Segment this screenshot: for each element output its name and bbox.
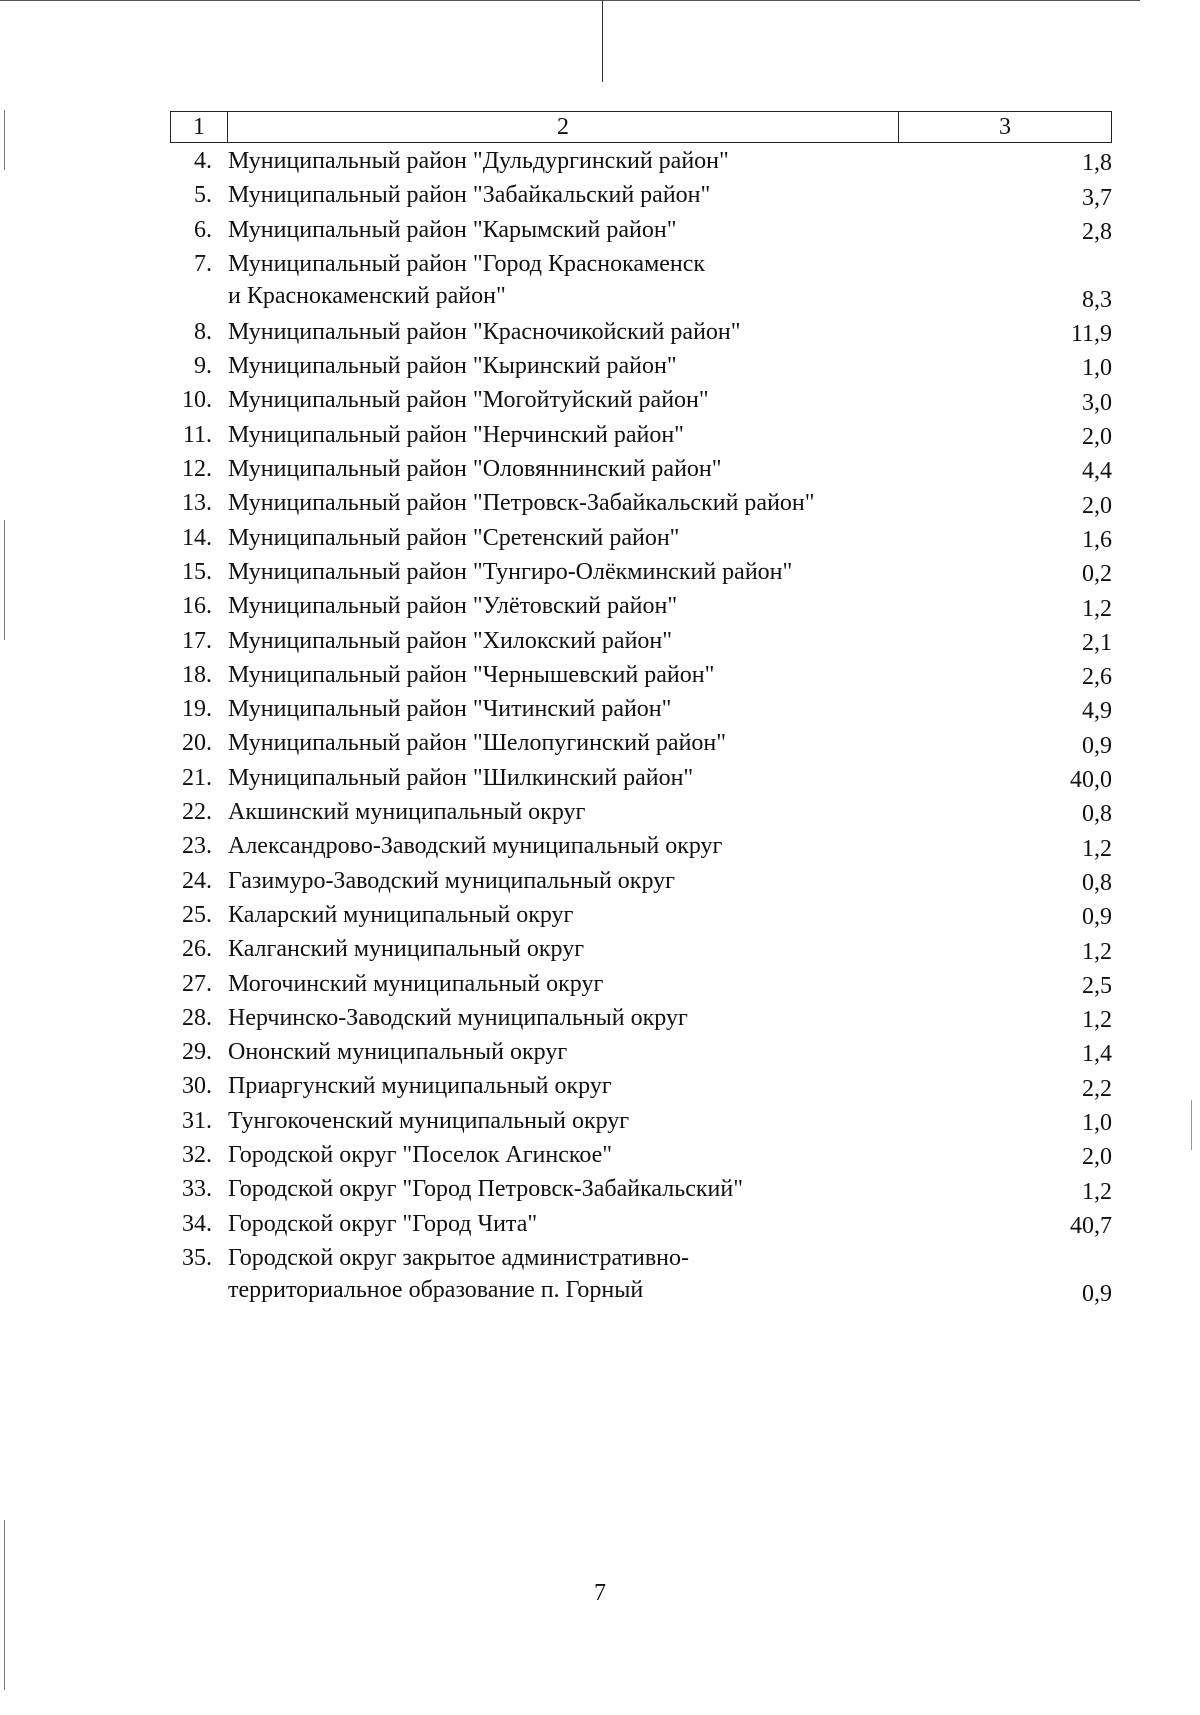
table-row [170,145,1112,179]
table-body [170,145,1112,1310]
table-row [170,693,1112,727]
table-row [170,1105,1112,1139]
table-row [170,1173,1112,1207]
row-name: Муниципальный район "Сретенский район" [228,524,680,551]
row-value: 4,4 [1082,458,1112,485]
row-number: 8. [194,318,212,345]
row-name: Городской округ "Город Чита" [228,1210,538,1237]
row-value: 3,7 [1082,184,1112,211]
scan-artifact-line [4,520,5,640]
row-number: 17. [182,627,212,654]
row-number: 10. [182,387,212,414]
row-value: 1,0 [1082,355,1112,382]
table-row [170,830,1112,864]
row-name: Городской округ "Город Петровск-Забайкальский" [228,1176,744,1203]
row-value: 2,0 [1082,492,1112,519]
row-name: Муниципальный район "Нерчинский район" [228,421,684,448]
row-number: 5. [194,182,212,209]
row-number: 27. [182,970,212,997]
row-name: Нерчинско-Заводский муниципальный округ [228,1004,688,1031]
row-value: 3,0 [1082,389,1112,416]
row-value: 1,8 [1082,150,1112,177]
row-name: Муниципальный район "Карымский район" [228,216,677,243]
row-value: 2,2 [1082,1075,1112,1102]
row-number: 33. [182,1176,212,1203]
row-name: Калганский муниципальный округ [228,936,585,963]
row-number: 16. [182,593,212,620]
page-number: 7 [594,1580,606,1606]
table-row [170,762,1112,796]
row-name: Муниципальный район "Чернышевский район" [228,661,715,688]
row-value: 0,8 [1082,869,1112,896]
table-row [170,350,1112,384]
row-value: 1,2 [1082,1178,1112,1205]
row-number: 7. [194,250,212,277]
table-row [170,419,1112,453]
row-number: 25. [182,901,212,928]
table-row [170,933,1112,967]
table-row [170,1139,1112,1173]
scan-artifact-line [0,0,1140,1]
row-value: 2,1 [1082,629,1112,656]
row-number: 20. [182,730,212,757]
row-number: 9. [194,353,212,380]
row-name: Газимуро-Заводский муниципальный округ [228,867,675,894]
table-row [170,384,1112,418]
table-row [170,214,1112,248]
table-row [170,556,1112,590]
row-number: 28. [182,1004,212,1031]
row-number: 26. [182,936,212,963]
table-row [170,1002,1112,1036]
table-row [170,796,1112,830]
table-row [170,968,1112,1002]
row-value: 0,8 [1082,801,1112,828]
row-number: 19. [182,696,212,723]
row-name: Муниципальный район "Улётовский район" [228,593,678,620]
row-value: 40,7 [1070,1212,1112,1239]
table-row [170,1070,1112,1104]
row-name: Городской округ закрытое административно- территориальное образование п. Горный [228,1244,689,1303]
row-name: Ононский муниципальный округ [228,1039,568,1066]
row-name: Могочинский муниципальный округ [228,970,604,997]
row-value: 2,8 [1082,218,1112,245]
row-number: 14. [182,524,212,551]
table-row [170,316,1112,350]
row-value: 1,2 [1082,835,1112,862]
table-row [170,453,1112,487]
row-number: 21. [182,764,212,791]
row-number: 32. [182,1142,212,1169]
row-number: 30. [182,1073,212,1100]
scan-artifact-line [1191,1100,1192,1150]
row-value: 2,0 [1082,1144,1112,1171]
row-name: Муниципальный район "Шелопугинский район" [228,730,727,757]
row-value: 1,4 [1082,1041,1112,1068]
row-number: 4. [194,148,212,174]
row-value: 1,0 [1082,1110,1112,1137]
row-value: 2,6 [1082,664,1112,691]
row-number: 18. [182,661,212,688]
table-row [170,659,1112,693]
row-name: Каларский муниципальный округ [228,901,574,928]
table-row [170,248,1112,316]
row-name: Приаргунский муниципальный округ [228,1073,612,1100]
row-number: 6. [194,216,212,243]
header-cell-3: 3 [999,114,1011,140]
row-number: 29. [182,1039,212,1066]
scan-artifact-line [4,110,5,170]
row-name: Муниципальный район "Кыринский район" [228,353,677,380]
row-value: 4,9 [1082,698,1112,725]
row-value: 2,0 [1082,424,1112,451]
table-row [170,865,1112,899]
row-number: 23. [182,833,212,860]
table-row [170,487,1112,521]
row-name: Тунгокоченский муниципальный округ [228,1107,630,1134]
table-row [170,179,1112,213]
row-value: 1,2 [1082,938,1112,965]
row-value: 11,9 [1070,321,1112,348]
row-value: 0,9 [1082,904,1112,931]
row-name: Муниципальный район "Шилкинский район" [228,764,694,791]
row-name: Городской округ "Поселок Агинское" [228,1142,613,1169]
row-name: Александрово-Заводский муниципальный округ [228,833,723,860]
table-row [170,522,1112,556]
row-value: 2,5 [1082,972,1112,999]
table-row [170,1242,1112,1310]
row-name: Муниципальный район "Оловяннинский район" [228,456,722,483]
row-name: Муниципальный район "Дульдургинский район" [228,148,729,174]
row-number: 22. [182,799,212,826]
header-cell-2: 2 [228,112,899,142]
row-name: Муниципальный район "Хилокский район" [228,627,673,654]
table-row [170,899,1112,933]
table-row [170,625,1112,659]
row-number: 35. [182,1244,212,1271]
row-value: 8,3 [1082,286,1112,313]
row-name: Акшинский муниципальный округ [228,799,586,826]
header-cell-1: 1 [171,112,228,142]
row-name: Муниципальный район "Могойтуйский район" [228,387,709,414]
row-number: 11. [182,421,212,448]
row-value: 1,2 [1082,1007,1112,1034]
row-value: 1,2 [1082,595,1112,622]
row-number: 13. [182,490,212,517]
row-number: 24. [182,867,212,894]
row-name: Муниципальный район "Читинский район" [228,696,672,723]
row-value: 0,9 [1082,732,1112,759]
scan-artifact-line [602,0,603,82]
row-value: 0,2 [1082,561,1112,588]
row-number: 15. [182,558,212,585]
row-name: Муниципальный район "Забайкальский район" [228,182,711,209]
row-number: 31. [182,1107,212,1134]
row-value: 1,6 [1082,526,1112,553]
row-name: Муниципальный район "Петровск-Забайкальский район" [228,490,815,517]
row-name: Муниципальный район "Красночикойский район" [228,318,741,345]
row-name: Муниципальный район "Тунгиро-Олёкминский район" [228,558,793,585]
table-row [170,1036,1112,1070]
row-number: 12. [182,456,212,483]
table-header [170,111,1112,143]
table-row [170,590,1112,624]
table-row [170,727,1112,761]
row-value: 0,9 [1082,1280,1112,1307]
row-value: 40,0 [1070,767,1112,794]
row-name: Муниципальный район "Город Краснокаменск и Краснокаменский район" [228,250,706,309]
table-row [170,1208,1112,1242]
row-number: 34. [182,1210,212,1237]
